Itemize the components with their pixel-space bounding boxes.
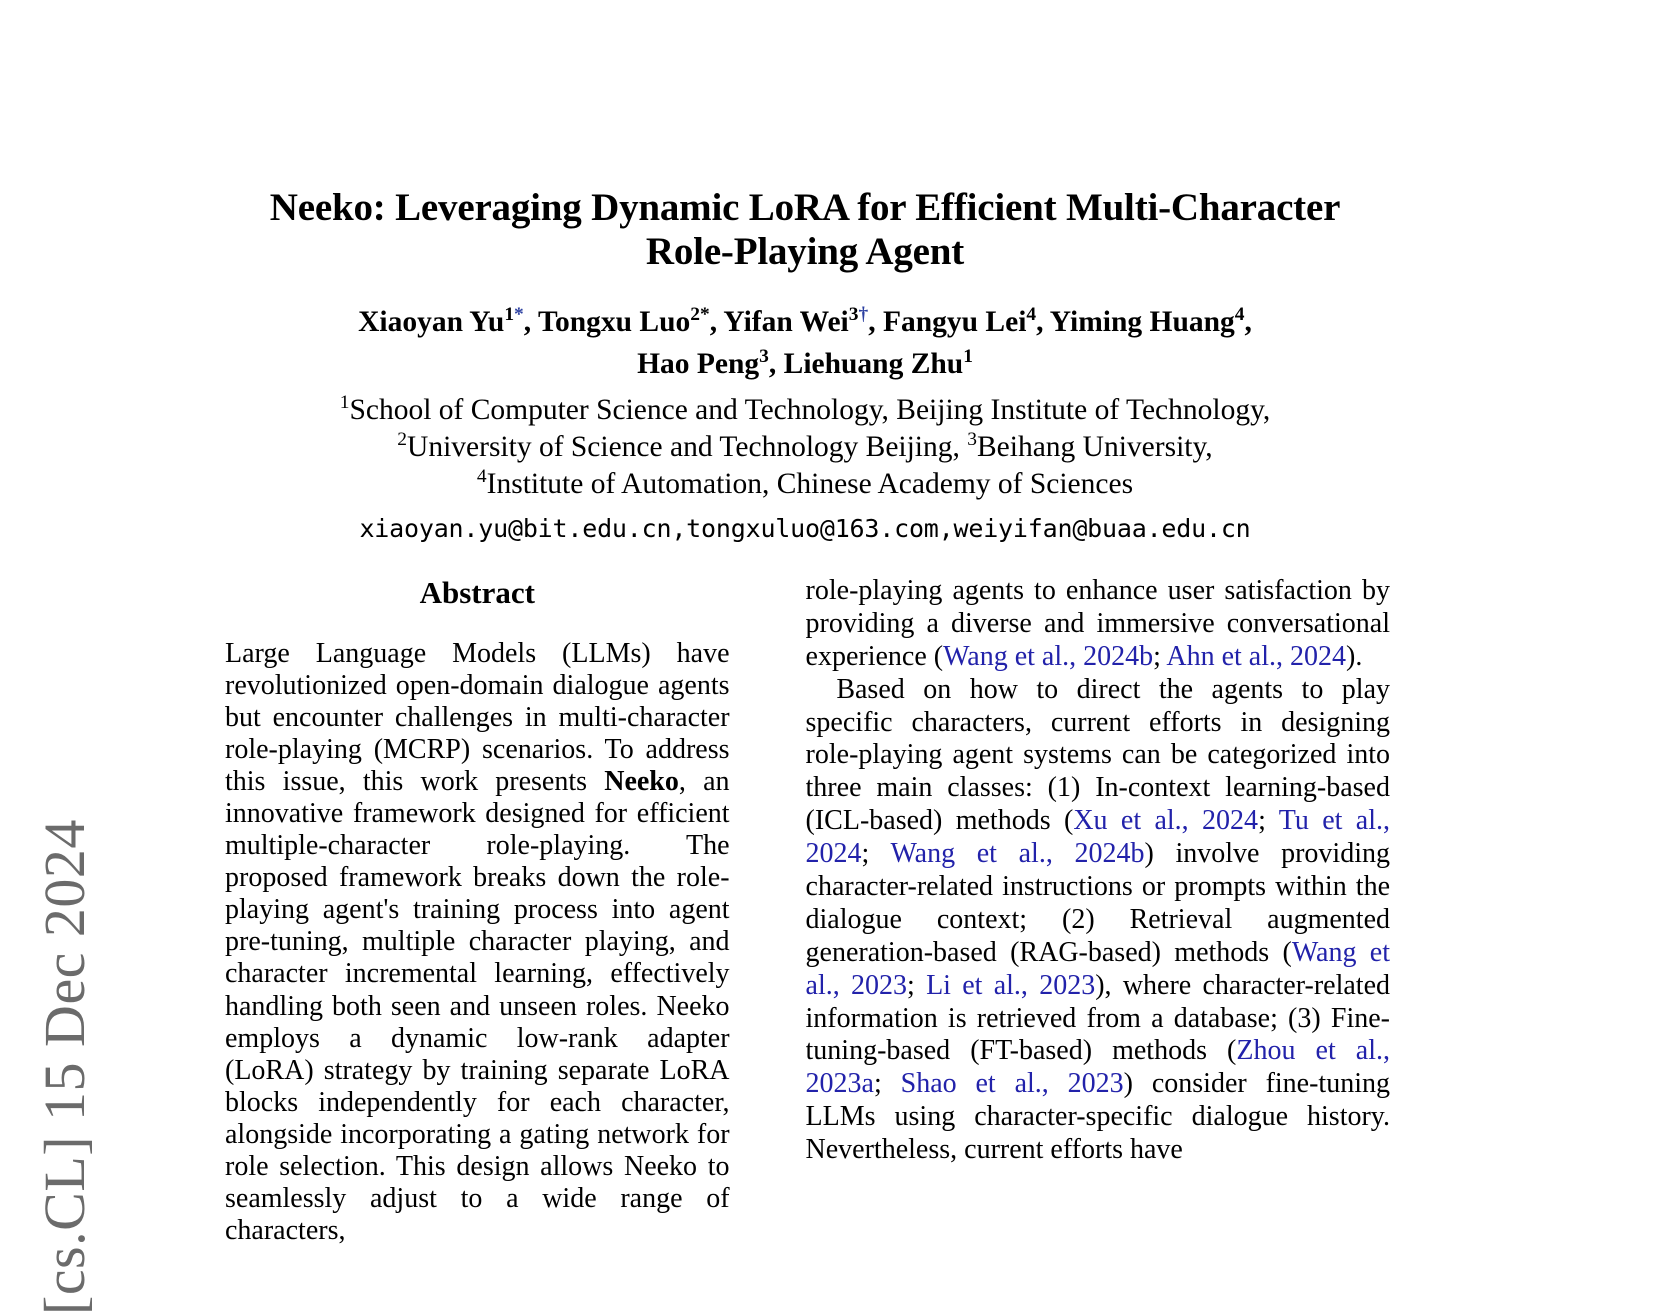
author-affil-marker: 4 (1026, 304, 1037, 326)
paragraph-text: role-playing agents to enhance user satisfaction by providing a diverse and immersive conversational experience ( (805, 575, 1390, 672)
affiliation-marker-4: 4 (476, 465, 487, 487)
citation-link[interactable]: Wang et al., 2024b (943, 640, 1154, 672)
paragraph-text: ) consider fine-tuning LLMs using character-specific dialogue history. Nevertheless, current efforts have (805, 1068, 1390, 1166)
affiliation-marker-3: 3 (967, 429, 977, 451)
citation-link[interactable]: Ahn et al., 2024 (1166, 640, 1347, 672)
intro-paragraph-1 (806, 575, 1390, 674)
author-emails: xiaoyan.yu@bit.edu.cn,tongxuluo@163.com,weiyifan@buaa.edu.cn (359, 514, 1251, 544)
citation-link[interactable]: Xu et al., 2024 (1073, 805, 1259, 837)
author-affil-number: 3 (848, 304, 859, 326)
citation-separator: ; (873, 1068, 901, 1100)
citation-separator: ; (907, 969, 927, 1001)
author-list (225, 301, 1385, 385)
author-name-4: , Fangyu Lei (868, 306, 1027, 339)
author-name-1: Xiaoyan Yu (358, 306, 505, 339)
affiliation-marker-2: 2 (397, 429, 408, 451)
citation-link[interactable]: Tu et al., 2024 (805, 805, 1390, 870)
author-affil-number: 1 (504, 304, 515, 326)
citation-separator: ; (1258, 805, 1279, 837)
paragraph-text: ). (1346, 640, 1363, 672)
two-column-body (225, 575, 1390, 1245)
affiliation-marker-1: 1 (339, 392, 350, 414)
abstract-bold-term: Neeko (604, 766, 679, 798)
author-affil-marker: 2* (690, 304, 710, 326)
author-name-5: , Yiming Huang (1036, 306, 1235, 339)
citation-separator: ; (1153, 640, 1167, 672)
affiliation-text-3: Beihang University, (977, 431, 1213, 464)
affiliation-text-1: School of Computer Science and Technology, Beijing Institute of Technology, (349, 394, 1271, 427)
author-separator: , (1244, 306, 1252, 339)
citation-link[interactable]: Shao et al., 2023 (900, 1068, 1124, 1100)
author-affil-marker: 3 (759, 346, 769, 368)
intro-paragraph-2 (806, 674, 1390, 1167)
citation-link[interactable]: Wang et al., 2024b (890, 838, 1145, 870)
paragraph-text: Based on how to direct the agents to play specific characters, current efforts in designing role-playing agent systems can be categorized into three main classes: (1) In-context learning-based (ICL-based) methods ( (805, 673, 1390, 837)
abstract-heading: Abstract (419, 575, 535, 610)
left-column (225, 575, 730, 1245)
author-name-3: , Yifan Wei (709, 306, 849, 339)
citation-link[interactable]: Zhou et al., 2023a (805, 1035, 1390, 1100)
author-affil-marker: 1 (963, 346, 973, 368)
abstract-paragraph (225, 638, 730, 1245)
citation-link[interactable]: Li et al., 2023 (926, 969, 1096, 1001)
abstract-text-after-bold: , an innovative framework designed for efficient multiple-character role-playing. The proposed framework breaks down the role-playing agent's training process into agent pre-tuning, multiple character playing, and character incremental learning, effectively handling both seen and unseen roles. Neeko employs a dynamic low-rank adapter (LoRA) strategy by training separate LoRA blocks independently for each character, alongside incorporating a gating network for role selection. This design allows Neeko to seamlessly adjust to a wide range of characters, (225, 766, 730, 1245)
equal-contribution-marker: * (514, 304, 524, 326)
corresponding-author-marker: † (858, 304, 869, 326)
affiliation-text-2: University of Science and Technology Beijing, (407, 431, 968, 464)
author-affil-marker (849, 304, 868, 325)
page-title: Neeko: Leveraging Dynamic LoRA for Efficient Multi-Character Role-Playing Agent (269, 186, 1341, 274)
author-name-6: Hao Peng (637, 348, 760, 381)
affiliation-list (225, 392, 1385, 502)
author-name-7: , Liehuang Zhu (768, 348, 964, 381)
affiliation-text-4: Institute of Automation, Chinese Academy of Sciences (486, 467, 1134, 500)
citation-separator: ; (861, 838, 891, 870)
citation-link[interactable]: Wang et al., 2023 (805, 936, 1390, 1001)
paper-header (225, 186, 1385, 543)
abstract-text-before-bold: Large Language Models (LLMs) have revolutionized open-domain dialogue agents but encounter challenges in multi-character role-playing (MCRP) scenarios. To address this issue, this work presents (225, 638, 730, 798)
author-name-2: , Tongxu Luo (523, 306, 691, 339)
author-affil-marker (504, 304, 523, 325)
right-column (806, 575, 1390, 1245)
paragraph-text: ) involve providing character-related instructions or prompts within the dialogue context; (2) Retrieval augmented generation-based (RAG-based) methods ( (805, 838, 1390, 968)
paragraph-text: ), where character-related information is retrieved from a database; (3) Fine-tuning-based (FT-based) methods ( (805, 969, 1390, 1067)
arxiv-stamp-text: [cs.CL] 15 Dec 2024 (31, 819, 97, 1315)
author-affil-marker: 4 (1234, 304, 1245, 326)
